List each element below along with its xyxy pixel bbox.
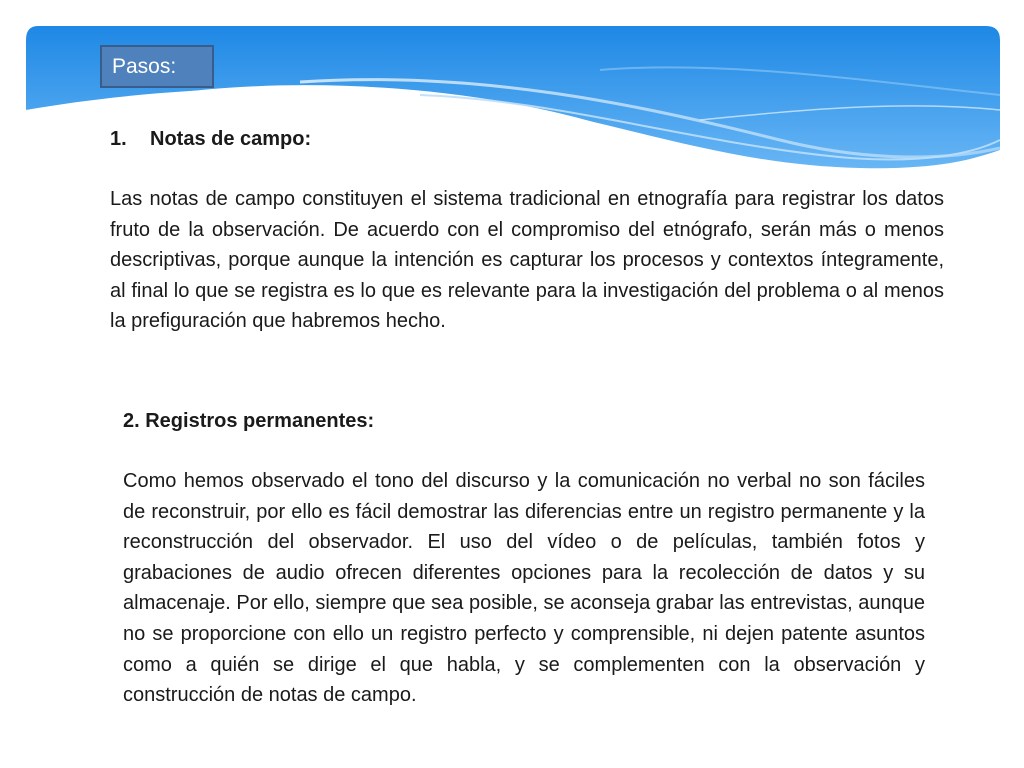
pasos-label-box: Pasos: [100, 45, 214, 88]
section1-number: 1. [110, 128, 127, 150]
section2-heading: 2. Registros permanentes: [123, 410, 375, 432]
section1-title: Notas de campo: [150, 128, 312, 150]
section1-paragraph: Las notas de campo constituyen el sistema tradicional en etnografía para registrar los datos fruto de la observación. De acuerdo con el compromiso del etnógrafo, serán más o menos descriptivas, porque aunque la intención es capturar los procesos y contextos íntegramente, al final lo que se registra es lo que es relevante para la investigación del problema o al menos la prefiguración que habremos hecho. [110, 188, 944, 333]
section1-heading [110, 128, 311, 151]
header-wave-banner [0, 0, 1024, 190]
section2-paragraph: Como hemos observado el tono del discurso y la comunicación no verbal no son fáciles de reconstruir, por ello es fácil demostrar las diferencias entre un registro permanente y la reconstrucción del observador. El uso del vídeo o de películas, también fotos y grabaciones de audio ofrecen diferentes opciones para la recolección de datos y su almacenaje. Por ello, siempre que sea posible, se aconseja grabar las entrevistas, aunque no se proporcione con ello un registro perfecto y comprensible, ni dejen patente asuntos como a quién se dirige el que habla, y se complementen con la observación y construcción de notas de campo. [123, 470, 925, 707]
